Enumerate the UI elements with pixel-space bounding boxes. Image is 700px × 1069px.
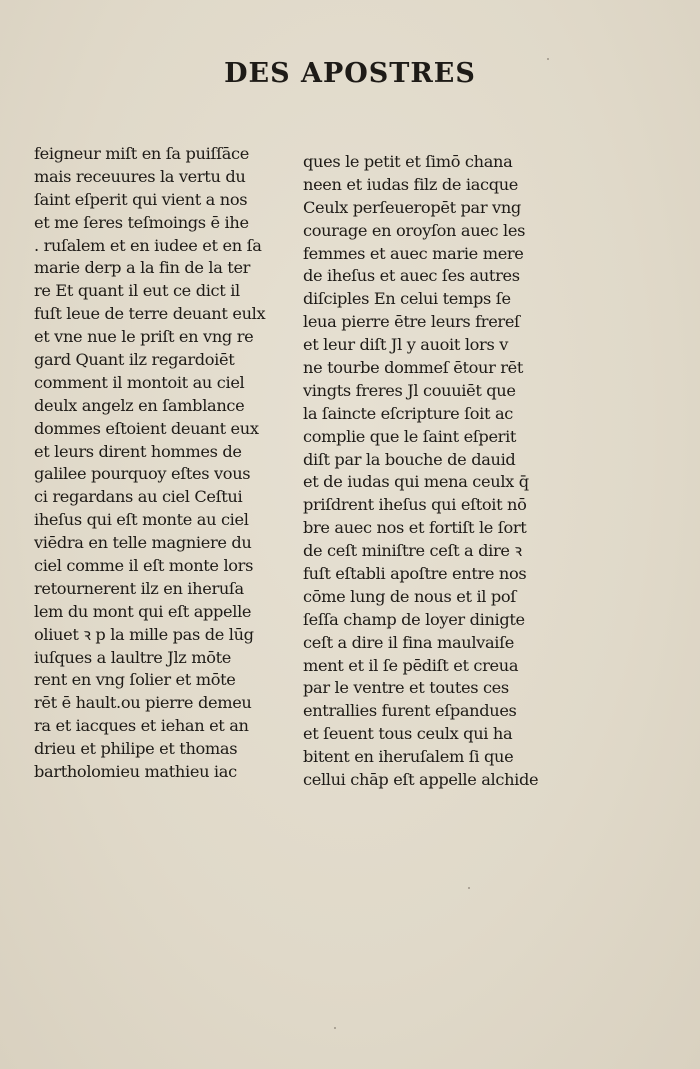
text-line: femmes et auec marie mere <box>303 243 524 263</box>
text-line: la ſaincte eſcripture ſoit ac <box>303 403 513 423</box>
text-line: marie derp a la fin de la ter <box>34 258 251 278</box>
text-line: diſt par la bouche de dauid <box>303 449 516 469</box>
text-line: iuſques a laultre Jlz mōte <box>34 647 232 667</box>
text-line: drieu et philipe et thomas <box>34 739 238 759</box>
text-line: retournerent ilz en iheruſa <box>34 578 244 598</box>
right-text-column <box>303 151 583 792</box>
text-line: ment et il ſe pēdiſt et creua <box>303 655 519 675</box>
text-line: et leurs dirent hommes de <box>34 441 242 461</box>
text-line: dommes eſtoient deuant eux <box>34 418 259 438</box>
text-line: deulx angelz en ſamblance <box>34 395 245 415</box>
text-line: comment il montoit au ciel <box>34 372 245 392</box>
text-line: et ſeuent tous ceulx qui ha <box>303 724 513 744</box>
text-line: bre auec nos et fortiſt le ſort <box>303 518 527 538</box>
text-line: gard Quant ilz regardoiēt <box>34 350 235 370</box>
text-line: iheſus qui eſt monte au ciel <box>34 510 249 530</box>
text-line: neen et iudas filz de iacque <box>303 174 519 194</box>
text-line: ſaint eſperit qui vient a nos <box>34 189 248 209</box>
paper-speck <box>547 58 549 60</box>
text-line: cellui chāp eſt appelle alchide <box>303 770 539 790</box>
text-line: et de iudas qui mena ceulx q̄ <box>303 472 529 492</box>
text-line: cōme lung de nous et il poſ <box>303 586 516 606</box>
running-head: DES APOSTRES <box>224 58 476 89</box>
paper-speck <box>334 1027 336 1029</box>
left-text-column <box>34 143 289 784</box>
text-line: entrallies furent eſpandues <box>303 701 517 721</box>
text-line: viēdra en telle magniere du <box>34 533 252 553</box>
text-line: ne tourbe dommeſ ētour rēt <box>303 358 524 378</box>
text-line: par le ventre et toutes ces <box>303 678 509 698</box>
text-line: bitent en iheruſalem ſi que <box>303 747 514 767</box>
text-line: de ceſt miniſtre ceſt a dire ꝛ <box>303 541 522 561</box>
text-line: galilee pourquoy eſtes vous <box>34 464 251 484</box>
text-line: priſdrent iheſus qui eſtoit nō <box>303 495 527 515</box>
text-line: fuſt leue de terre deuant eulx <box>34 304 266 324</box>
text-line: ra et iacques et iehan et an <box>34 716 249 736</box>
text-line: Ceulx perſeueropēt par vng <box>303 197 521 217</box>
text-line: complie que le ſaint eſperit <box>303 426 517 446</box>
text-line: fuſt eſtabli apoſtre entre nos <box>303 564 527 584</box>
text-line: rent en vng ſolier et mōte <box>34 670 236 690</box>
text-line: leua pierre ētre leurs frereſ <box>303 312 520 332</box>
text-line: et leur diſt Jl y auoit lors v <box>303 335 508 355</box>
text-line: ſeſſa champ de loyer dinigte <box>303 609 525 629</box>
text-line: lem du mont qui eſt appelle <box>34 601 252 621</box>
text-line: diſciples En celui temps ſe <box>303 289 511 309</box>
text-line: rēt ē hault.ou pierre demeu <box>34 693 252 713</box>
text-line: et me ſeres teſmoings ē ihe <box>34 212 249 232</box>
paper-speck <box>468 887 470 889</box>
text-line: re Et quant il eut ce dict il <box>34 281 240 301</box>
text-line: et vne nue le priſt en vng re <box>34 327 254 347</box>
text-line: bartholomieu mathieu iac <box>34 762 237 782</box>
text-line: courage en oroyſon auec les <box>303 220 526 240</box>
text-line: ques le petit et ſimō chana <box>303 152 513 171</box>
text-line: . ruſalem et en iudee et en ſa <box>34 235 262 255</box>
text-line: ceſt a dire il fina maulvaiſe <box>303 632 514 652</box>
text-line: de iheſus et auec ſes autres <box>303 266 520 286</box>
text-line: mais receuures la vertu du <box>34 166 246 186</box>
text-line: ciel comme il eſt monte lors <box>34 556 254 576</box>
text-line: oliuet ꝛ p la mille pas de lūg <box>34 624 254 644</box>
text-line: feigneur miſt en ſa puiſſāce <box>34 144 249 163</box>
text-line: ci regardans au ciel Ceſtui <box>34 487 243 507</box>
text-line: vingts freres Jl couuiēt que <box>303 380 516 400</box>
